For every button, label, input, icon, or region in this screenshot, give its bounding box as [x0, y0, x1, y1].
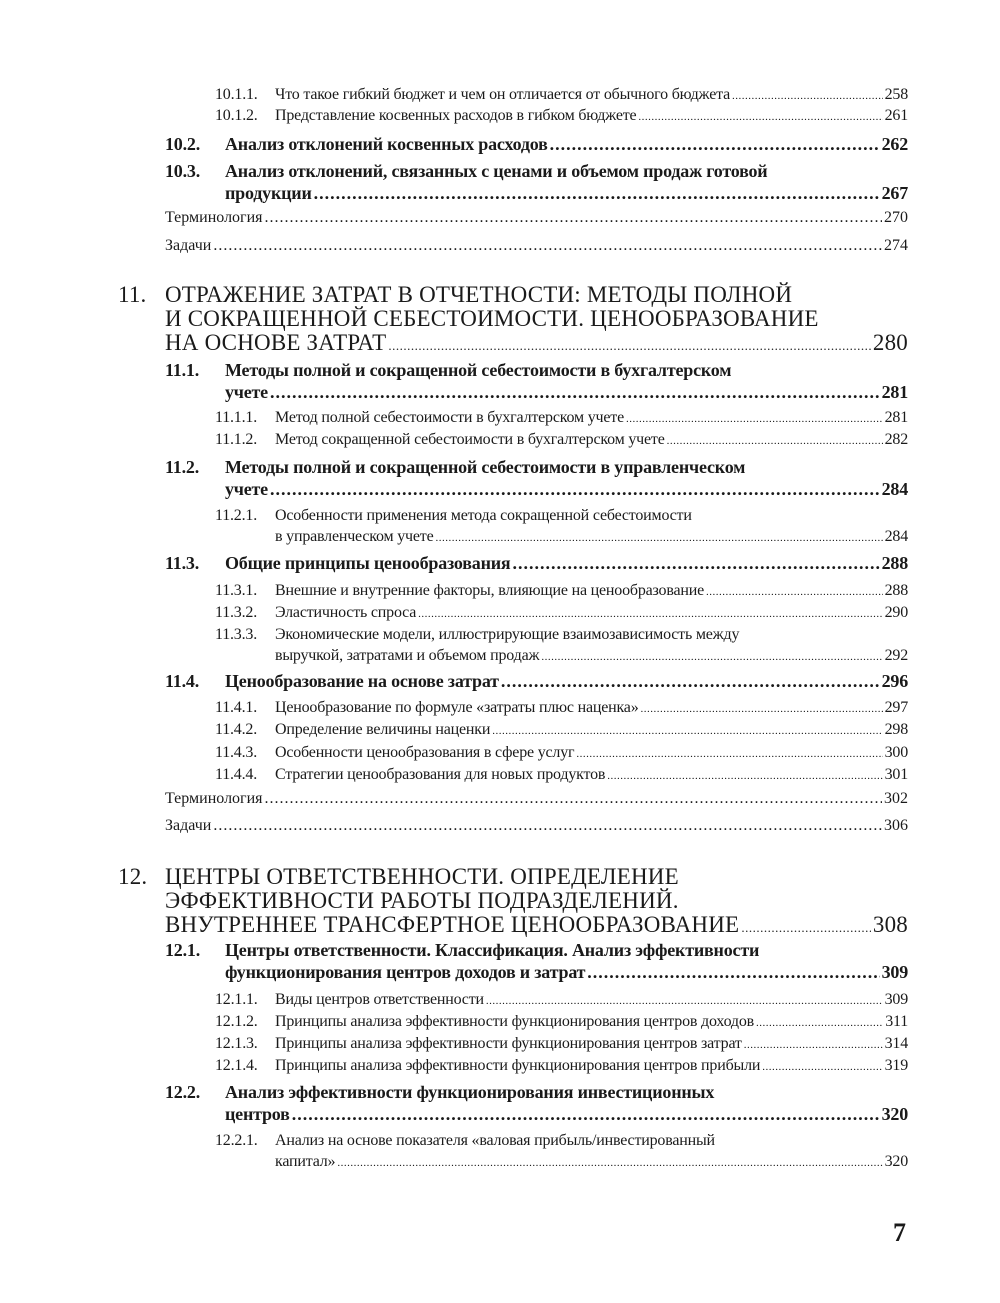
toc-page-number: 298 [884, 721, 908, 738]
toc-entry-line[interactable] [0, 940, 908, 961]
dot-leader [626, 409, 883, 427]
toc-entry-title: продукции [225, 183, 312, 203]
toc-page-number: 311 [885, 1013, 908, 1030]
toc-page-number: 301 [884, 766, 908, 783]
dot-leader [388, 330, 870, 356]
toc-entry-line[interactable] [0, 86, 908, 104]
toc-page-number: 280 [872, 330, 908, 355]
toc-entry-title: Задачи [165, 817, 212, 834]
toc-entry-line[interactable] [0, 553, 908, 574]
toc-entry-number: 11.3.3. [215, 626, 258, 643]
toc-page-number: 288 [881, 553, 908, 573]
toc-page-number: 262 [881, 134, 908, 154]
dot-leader [762, 1057, 882, 1075]
toc-entry-line[interactable] [0, 647, 908, 665]
toc-entry-title: Анализ отклонений, связанных с ценами и объемом продаж готовой [225, 161, 768, 181]
toc-entry-number: 10.1.1. [215, 86, 258, 103]
toc-entry-number: 11.4.2. [215, 721, 258, 738]
dot-leader [587, 962, 879, 983]
toc-page-number: 320 [881, 1104, 908, 1124]
toc-entry-line[interactable] [0, 766, 908, 784]
toc-entry-title: Метод сокращенной себестоимости в бухгалтерском учете [275, 431, 665, 448]
toc-entry-title: Ценообразование по формуле «затраты плюс наценка» [275, 699, 639, 716]
dot-leader [292, 1104, 880, 1125]
toc-entry-line[interactable] [0, 1035, 908, 1053]
toc-page-number: 290 [884, 604, 908, 621]
toc-entry-title: Ценообразование на основе затрат [225, 671, 499, 691]
dot-leader [492, 721, 882, 739]
toc-entry-line[interactable] [0, 409, 908, 427]
toc-entry-number: 11.3.2. [215, 604, 258, 621]
dot-leader [501, 671, 880, 692]
toc-entry-line[interactable] [0, 237, 908, 255]
toc-entry-title: Методы полной и сокращенной себестоимости в управленческом [225, 457, 746, 477]
toc-entry-title: ОТРАЖЕНИЕ ЗАТРАТ В ОТЧЕТНОСТИ: МЕТОДЫ ПОЛНОЙ [165, 282, 793, 307]
toc-entry-title: Задачи [165, 237, 212, 254]
toc-entry-title: Внешние и внутренние факторы, влияющие на ценообразование [275, 582, 705, 599]
toc-entry-line[interactable] [0, 507, 908, 525]
dot-leader [418, 604, 882, 622]
toc-page-number: 309 [881, 962, 908, 982]
toc-entry-title: Что такое гибкий бюджет и чем он отличается от обычного бюджета [275, 86, 730, 103]
toc-entry-number: 11.4. [165, 671, 200, 691]
toc-entry-title: Анализ эффективности функционирования инвестиционных [225, 1082, 715, 1102]
toc-entry-line[interactable] [0, 183, 908, 204]
dot-leader [270, 382, 880, 403]
toc-entry-line[interactable] [0, 888, 908, 914]
toc-page-number: 297 [884, 699, 908, 716]
toc-entry-number: 11.3.1. [215, 582, 258, 599]
toc-entry-line[interactable] [0, 626, 908, 644]
toc-entry-line[interactable] [0, 604, 908, 622]
dot-leader [667, 431, 883, 449]
toc-entry-line[interactable] [0, 1132, 908, 1150]
toc-entry-title: Представление косвенных расходов в гибком бюджете [275, 107, 637, 124]
dot-leader [265, 209, 882, 227]
toc-entry-number: 11.4.1. [215, 699, 258, 716]
toc-page-number: 292 [884, 647, 908, 664]
dot-leader [576, 744, 882, 762]
toc-entry-line[interactable] [0, 699, 908, 717]
toc-entry-number: 12.2.1. [215, 1132, 258, 1149]
toc-entry-line[interactable] [0, 864, 908, 890]
toc-page-number: 319 [884, 1057, 908, 1074]
toc-entry-number: 12.2. [165, 1082, 201, 1102]
toc-entry-title: Центры ответственности. Классификация. Анализ эффективности [225, 940, 760, 960]
toc-entry-title: ВНУТРЕННЕЕ ТРАНСФЕРТНОЕ ЦЕНООБРАЗОВАНИЕ [165, 912, 740, 937]
page-number: 7 [893, 1218, 906, 1247]
toc-page-number: 258 [884, 86, 908, 103]
toc-entry-line[interactable] [0, 671, 908, 692]
dot-leader [337, 1153, 882, 1171]
toc-entry-line[interactable] [0, 360, 908, 381]
toc-entry-title: Общие принципы ценообразования [225, 553, 511, 573]
toc-entry-title: Особенности ценообразования в сфере услуг [275, 744, 575, 761]
toc-entry-number: 11.2.1. [215, 507, 258, 524]
toc-entry-title: НА ОСНОВЕ ЗАТРАТ [165, 330, 387, 355]
toc-entry-number: 12.1.1. [215, 991, 258, 1008]
dot-leader [270, 479, 880, 500]
toc-entry-line[interactable] [0, 528, 908, 546]
toc-entry-number: 12.1.3. [215, 1035, 258, 1052]
dot-leader [265, 790, 882, 808]
dot-leader [641, 699, 883, 717]
toc-entry-line[interactable] [0, 817, 908, 835]
dot-leader [541, 647, 882, 665]
toc-page-number: 320 [884, 1153, 908, 1170]
toc-page-number: 288 [884, 582, 908, 599]
toc-entry-number: 12. [118, 864, 148, 889]
dot-leader [756, 1013, 883, 1031]
toc-entry-title: Принципы анализа эффективности функционирования центров доходов [275, 1013, 755, 1030]
toc-entry-line[interactable] [0, 479, 908, 500]
toc-entry-line[interactable] [0, 1082, 908, 1103]
toc-entry-number: 11. [118, 282, 147, 307]
toc-page-number: 308 [872, 912, 908, 937]
toc-entry-number: 11.1. [165, 360, 200, 380]
toc-entry-number: 10.2. [165, 134, 201, 154]
toc-entry-line[interactable] [0, 582, 908, 600]
toc-entry-title: Виды центров ответственности [275, 991, 484, 1008]
toc-entry-title: Методы полной и сокращенной себестоимости в бухгалтерском [225, 360, 732, 380]
toc-entry-title: учете [225, 479, 268, 499]
toc-entry-line[interactable] [0, 744, 908, 762]
toc-page-number: 284 [881, 479, 908, 499]
dot-leader [213, 817, 882, 835]
dot-leader [744, 1035, 883, 1053]
toc-entry-title: капитал» [275, 1153, 336, 1170]
dot-leader [512, 553, 879, 574]
toc-entry-line[interactable] [0, 962, 908, 983]
toc-entry-title: Анализ на основе показателя «валовая прибыль/инвестированный [275, 1132, 715, 1149]
toc-page-number: 270 [884, 209, 908, 226]
toc-entry-number: 12.1.2. [215, 1013, 258, 1030]
dot-leader [607, 766, 882, 784]
toc-entry-number: 10.1.2. [215, 107, 258, 124]
toc-entry-number: 11.4.4. [215, 766, 258, 783]
toc-entry-title: Принципы анализа эффективности функционирования центров затрат [275, 1035, 742, 1052]
toc-entry-title: Анализ отклонений косвенных расходов [225, 134, 548, 154]
toc-entry-number: 10.3. [165, 161, 201, 181]
toc-page-number: 314 [884, 1035, 908, 1052]
dot-leader [213, 237, 882, 255]
toc-page-number: 296 [881, 671, 908, 691]
toc-entry-title: Терминология [165, 209, 263, 226]
dot-leader [486, 991, 883, 1009]
toc-entry-title: Определение величины наценки [275, 721, 491, 738]
toc-entry-number: 11.3. [165, 553, 200, 573]
toc-entry-title: ЦЕНТРЫ ОТВЕТСТВЕННОСТИ. ОПРЕДЕЛЕНИЕ [165, 864, 679, 889]
dot-leader [741, 912, 871, 938]
dot-leader [435, 528, 882, 546]
toc-entry-title: в управленческом учете [275, 528, 434, 545]
toc-entry-line[interactable] [0, 306, 908, 332]
toc-entry-line[interactable] [0, 161, 908, 182]
toc-entry-title: Экономические модели, иллюстрирующие взаимозависимость между [275, 626, 740, 643]
toc-entry-title: ЭФФЕКТИВНОСТИ РАБОТЫ ПОДРАЗДЕЛЕНИЙ. [165, 888, 679, 913]
toc-entry-title: Стратегии ценообразования для новых продуктов [275, 766, 606, 783]
toc-entry-title: выручкой, затратами и объемом продаж [275, 647, 540, 664]
toc-entry-number: 12.1.4. [215, 1057, 258, 1074]
toc-entry-title: И СОКРАЩЕННОЙ СЕБЕСТОИМОСТИ. ЦЕНООБРАЗОВАНИЕ [165, 306, 819, 331]
toc-entry-title: учете [225, 382, 268, 402]
toc-entry-line[interactable] [0, 107, 908, 125]
toc-entry-title: Принципы анализа эффективности функционирования центров прибыли [275, 1057, 761, 1074]
toc-entry-line[interactable] [0, 209, 908, 227]
toc-entry-line[interactable] [0, 790, 908, 808]
dot-leader [550, 134, 880, 155]
toc-entry-line[interactable] [0, 134, 908, 155]
toc-entry-line[interactable] [0, 721, 908, 739]
toc-entry-line[interactable] [0, 991, 908, 1009]
toc-entry-number: 11.2. [165, 457, 200, 477]
dot-leader [706, 582, 883, 600]
toc-entry-number: 11.1.2. [215, 431, 258, 448]
toc-entry-title: Особенности применения метода сокращенной себестоимости [275, 507, 692, 524]
toc-entry-line[interactable] [0, 1153, 908, 1171]
dot-leader [732, 86, 883, 104]
toc-page-number: 284 [884, 528, 908, 545]
dot-leader [314, 183, 880, 204]
toc-entry-line[interactable] [0, 1104, 908, 1125]
toc-entry-title: Эластичность спроса [275, 604, 417, 621]
toc-entry-number: 11.1.1. [215, 409, 258, 426]
toc-page-number: 302 [884, 790, 908, 807]
toc-page-number: 300 [884, 744, 908, 761]
toc-entry-line[interactable] [0, 1013, 908, 1031]
toc-entry-line[interactable] [0, 382, 908, 403]
toc-entry-line[interactable] [0, 330, 908, 356]
toc-entry-number: 11.4.3. [215, 744, 258, 761]
toc-page-number: 274 [884, 237, 908, 254]
toc-entry-line[interactable] [0, 1057, 908, 1075]
toc-entry-line[interactable] [0, 912, 908, 938]
dot-leader [638, 107, 882, 125]
toc-entry-line[interactable] [0, 282, 908, 308]
toc-page-number: 306 [884, 817, 908, 834]
toc-page-number: 281 [881, 382, 908, 402]
toc-page-number: 281 [884, 409, 908, 426]
toc-entry-line[interactable] [0, 431, 908, 449]
toc-entry-title: Терминология [165, 790, 263, 807]
toc-page-number: 267 [881, 183, 908, 203]
toc-page-number: 309 [884, 991, 908, 1008]
toc-entry-title: Метод полной себестоимости в бухгалтерском учете [275, 409, 624, 426]
toc-entry-title: центров [225, 1104, 290, 1124]
toc-page-number: 261 [884, 107, 908, 124]
toc-entry-line[interactable] [0, 457, 908, 478]
toc-page-number: 282 [884, 431, 908, 448]
toc-entry-number: 12.1. [165, 940, 201, 960]
toc-entry-title: функционирования центров доходов и затрат [225, 962, 586, 982]
